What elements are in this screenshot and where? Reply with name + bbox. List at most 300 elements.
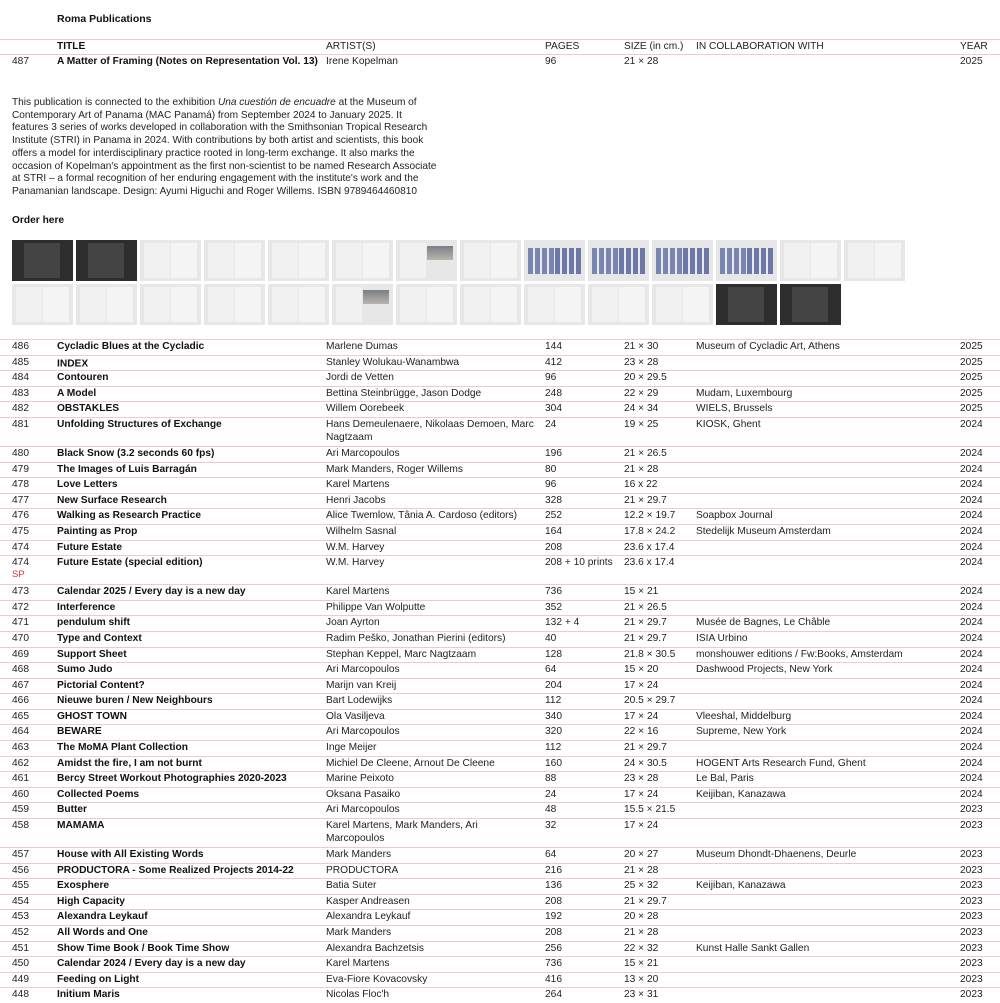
row-pages: 24: [545, 418, 557, 430]
row-size: 20.5 × 29.7: [624, 695, 676, 707]
row-artist: Karel Martens: [326, 586, 390, 598]
row-collab: Soapbox Journal: [696, 510, 773, 522]
row-size: 20 × 29.5: [624, 372, 667, 384]
row-artist: Ari Marcopoulos: [326, 447, 400, 459]
row-num: 457: [12, 849, 29, 861]
row-num: 453: [12, 911, 29, 923]
publication-number: 487: [12, 56, 29, 67]
table-row[interactable]: [0, 709, 1000, 725]
row-collab: Dashwood Projects, New York: [696, 664, 833, 676]
row-artist: Marijn van Kreij: [326, 679, 397, 691]
row-title[interactable]: Exosphere: [57, 880, 110, 892]
row-collab: HOGENT Arts Research Fund, Ghent: [696, 757, 866, 769]
row-artist: Radim Peško, Jonathan Pierini (editors): [326, 632, 506, 644]
row-artist: Henri Jacobs: [326, 494, 386, 506]
table-row[interactable]: [0, 909, 1000, 925]
thumbnail-image[interactable]: [396, 240, 457, 281]
row-title[interactable]: Unfolding Structures of Exchange: [57, 418, 222, 430]
row-artist: Alexandra Bachzetsis: [326, 942, 424, 954]
row-collab: Kunst Halle Sankt Gallen: [696, 942, 810, 954]
row-title[interactable]: Feeding on Light: [57, 973, 140, 985]
column-pages: PAGES: [545, 41, 580, 52]
thumbnail-image[interactable]: [140, 240, 201, 281]
thumbnail-image[interactable]: [652, 240, 713, 281]
row-title[interactable]: PRODUCTORA - Some Realized Projects 2014-22: [57, 864, 294, 876]
row-collab: Keijiban, Kanazawa: [696, 788, 786, 800]
row-artist: Ari Marcopoulos: [326, 664, 400, 676]
row-size: 21 × 29.7: [624, 617, 667, 629]
row-num: 478: [12, 479, 29, 491]
thumbnail-image[interactable]: [12, 284, 73, 325]
thumbnail-image[interactable]: [460, 240, 521, 281]
row-collab: Musée de Bagnes, Le Châble: [696, 617, 831, 629]
publication-artist: Irene Kopelman: [326, 56, 398, 67]
row-year: 2023: [960, 927, 983, 938]
row-num: 448: [12, 989, 29, 1001]
table-row[interactable]: [0, 339, 1000, 355]
publication-pages: 96: [545, 56, 557, 67]
row-year: 2025: [960, 341, 983, 352]
table-row[interactable]: [0, 615, 1000, 631]
row-size: 15 × 21: [624, 958, 659, 970]
row-size: 21.8 × 30.5: [624, 648, 676, 660]
row-pages: 264: [545, 989, 562, 1001]
row-title[interactable]: Future Estate (special edition): [57, 557, 203, 569]
row-pages: 80: [545, 463, 557, 475]
row-title[interactable]: Collected Poems: [57, 788, 140, 800]
thumbnail-image[interactable]: [76, 240, 137, 281]
row-size: 23 × 28: [624, 773, 659, 785]
row-num: 449: [12, 973, 29, 985]
thumbnail-image[interactable]: [460, 284, 521, 325]
row-num: 463: [12, 742, 29, 754]
row-year: 2024: [960, 632, 983, 644]
table-row[interactable]: [0, 631, 1000, 647]
row-title[interactable]: Pictorial Content?: [57, 679, 145, 691]
order-link[interactable]: Order here: [12, 215, 65, 226]
row-artist: Nicolas Floc'h: [326, 989, 390, 1001]
table-row[interactable]: [0, 647, 1000, 663]
row-num: 451: [12, 942, 29, 954]
row-title[interactable]: Bercy Street Workout Photographies 2020-2023: [57, 773, 287, 785]
row-pages: 256: [545, 942, 562, 954]
row-year: 2024: [960, 679, 983, 691]
row-size: 21 × 28: [624, 463, 659, 475]
row-num: 476: [12, 510, 29, 522]
row-num: 477: [12, 494, 29, 506]
row-collab: Le Bal, Paris: [696, 773, 754, 785]
row-size: 23 × 28: [624, 356, 659, 368]
row-collab: Stedelijk Museum Amsterdam: [696, 525, 831, 537]
thumbnail-image[interactable]: [204, 284, 265, 325]
row-year: 2025: [960, 372, 983, 384]
row-size: 20 × 27: [624, 849, 659, 861]
row-collab: monshouwer editions / Fw:Books, Amsterdam: [696, 648, 903, 660]
row-title[interactable]: Butter: [57, 804, 87, 816]
column-title: TITLE: [57, 41, 86, 52]
row-title[interactable]: Amidst the fire, I am not burnt: [57, 757, 202, 769]
thumbnail-image[interactable]: [12, 240, 73, 281]
row-pages: 32: [545, 820, 557, 832]
row-artist: Mark Manders: [326, 849, 392, 861]
thumbnail-gallery: [12, 240, 967, 325]
thumbnail-image[interactable]: [652, 284, 713, 325]
row-size: 15 × 21: [624, 586, 659, 598]
row-year: 2023: [960, 942, 983, 954]
table-row[interactable]: [0, 925, 1000, 941]
table-row[interactable]: [0, 878, 1000, 894]
row-pages: 112: [545, 695, 562, 707]
column-year: YEAR: [960, 41, 988, 52]
row-pages: 328: [545, 494, 562, 506]
row-num: 456: [12, 864, 29, 876]
row-size: 20 × 28: [624, 911, 659, 923]
row-size: 21 × 29.7: [624, 742, 667, 754]
row-pages: 736: [545, 958, 562, 970]
row-size: 21 × 29.7: [624, 632, 667, 644]
row-size: 21 × 26.5: [624, 601, 667, 613]
row-year: 2023: [960, 849, 983, 861]
row-num: 450: [12, 958, 29, 970]
table-row[interactable]: [0, 584, 1000, 600]
row-pages: 160: [545, 757, 562, 769]
row-year: 2024: [960, 788, 983, 800]
row-size: 12.2 × 19.7: [624, 510, 676, 522]
row-year: 2024: [960, 418, 983, 430]
table-row[interactable]: [0, 477, 1000, 493]
thumbnail-image[interactable]: [524, 240, 585, 281]
column-artist: ARTIST(S): [326, 41, 376, 52]
row-size: 22 × 16: [624, 726, 659, 738]
row-artist: PRODUCTORA: [326, 864, 399, 876]
row-num: 484: [12, 372, 29, 384]
table-row[interactable]: [0, 401, 1000, 417]
row-year: 2024: [960, 447, 983, 459]
row-title[interactable]: GHOST TOWN: [57, 710, 127, 722]
row-pages: 352: [545, 601, 562, 613]
row-pages: 304: [545, 403, 562, 415]
row-num: 460: [12, 788, 29, 800]
row-year: 2023: [960, 911, 983, 923]
row-pages: 196: [545, 447, 562, 459]
row-artist: Inge Meijer: [326, 742, 377, 754]
thumbnail-image[interactable]: [140, 284, 201, 325]
row-pages: 208: [545, 541, 562, 553]
table-row[interactable]: [0, 662, 1000, 678]
row-year: 2024: [960, 479, 983, 491]
row-title[interactable]: Alexandra Leykauf: [57, 911, 148, 923]
row-artist: Ola Vasiljeva: [326, 710, 385, 722]
row-title[interactable]: Walking as Research Practice: [57, 510, 202, 522]
row-num: 483: [12, 387, 29, 399]
publication-description: This publication is connected to the exhibition Una cuestión de encuadre at the Museum of Contemporary Art of Panama (MAC Panamá) from September 2024 to January 2025. It features 3 series of works developed in collaboration with the Smithsonian Tropical Research Institute (STRI) in Panama in 2024. With contributions by both artist and scientists, this book offers a model for interdisciplinary practice rooted in long-term exchange. It also marks the occasion of Kopelman's appointment as the first non-scientist to be named Research Associate at STRI – a formal recognition of her enduring engagement with the institute's work and the Panamanian landscape. Design: Ayumi Higuchi and Roger Willems. ISBN 9789464460810: [12, 97, 437, 197]
row-size: 17 × 24: [624, 679, 659, 691]
row-year: 2024: [960, 757, 983, 769]
row-year: 2024: [960, 664, 983, 676]
row-title[interactable]: Future Estate: [57, 541, 123, 553]
row-title[interactable]: The Images of Luis Barragán: [57, 463, 197, 475]
special-edition-badge: SP: [12, 569, 25, 581]
row-title[interactable]: Initium Maris: [57, 989, 120, 1001]
table-row[interactable]: [0, 756, 1000, 772]
exhibition-title: Una cuestión de encuadre: [217, 97, 336, 108]
table-row[interactable]: [0, 863, 1000, 879]
row-year: 2024: [960, 525, 983, 537]
row-year: 2024: [960, 617, 983, 629]
row-artist: W.M. Harvey: [326, 541, 385, 553]
row-size: 17.8 × 24.2: [624, 525, 676, 537]
row-title[interactable]: MAMAMA: [57, 820, 105, 832]
table-row[interactable]: [0, 508, 1000, 524]
table-row[interactable]: [0, 462, 1000, 478]
row-artist: Jordi de Vetten: [326, 372, 394, 384]
table-row[interactable]: [0, 386, 1000, 402]
thumbnail-image[interactable]: [332, 284, 393, 325]
table-row[interactable]: [0, 818, 1000, 847]
thumbnail-image[interactable]: [396, 284, 457, 325]
row-collab: Museum Dhondt-Dhaenens, Deurle: [696, 849, 857, 861]
column-collaboration: IN COLLABORATION WITH: [696, 41, 824, 52]
row-title[interactable]: Calendar 2025 / Every day is a new day: [57, 586, 246, 598]
row-year: 2023: [960, 973, 983, 985]
row-year: 2024: [960, 586, 983, 598]
row-title[interactable]: Type and Context: [57, 632, 142, 644]
row-num: 485: [12, 356, 29, 368]
row-title[interactable]: Show Time Book / Book Time Show: [57, 942, 230, 954]
row-size: 23.6 x 17.4: [624, 541, 675, 553]
row-year: 2025: [960, 403, 983, 415]
row-num: 469: [12, 648, 29, 660]
table-row[interactable]: [0, 600, 1000, 616]
row-pages: 208 + 10 prints: [545, 557, 613, 569]
row-pages: 248: [545, 387, 562, 399]
row-size: 22 × 32: [624, 942, 659, 954]
table-row[interactable]: [0, 370, 1000, 386]
column-size: SIZE (in cm.): [624, 41, 684, 52]
row-title[interactable]: Painting as Prop: [57, 525, 138, 537]
row-pages: 192: [545, 911, 562, 923]
thumbnail-image[interactable]: [780, 284, 841, 325]
row-pages: 88: [545, 773, 557, 785]
row-pages: 208: [545, 927, 562, 938]
row-size: 22 × 29: [624, 387, 659, 399]
row-artist: Kasper Andreasen: [326, 895, 410, 907]
expanded-publication-row[interactable]: [0, 55, 1000, 85]
row-pages: 164: [545, 525, 562, 537]
row-title[interactable]: pendulum shift: [57, 617, 131, 629]
table-row[interactable]: [0, 894, 1000, 910]
row-collab: Mudam, Luxembourg: [696, 387, 793, 399]
row-num: 473: [12, 586, 29, 598]
row-num: 480: [12, 447, 29, 459]
thumbnail-image[interactable]: [716, 240, 777, 281]
row-year: 2025: [960, 356, 983, 368]
row-pages: 412: [545, 356, 562, 368]
row-size: 17 × 24: [624, 788, 659, 800]
row-size: 25 × 32: [624, 880, 659, 892]
row-artist: Wilhelm Sasnal: [326, 525, 397, 537]
table-row[interactable]: [0, 446, 1000, 462]
row-artist: Marine Peixoto: [326, 773, 394, 785]
row-pages: 416: [545, 973, 562, 985]
row-title[interactable]: Black Snow (3.2 seconds 60 fps): [57, 447, 215, 459]
row-year: 2024: [960, 601, 983, 613]
row-artist: Alexandra Leykauf: [326, 911, 411, 923]
thumbnail-image[interactable]: [76, 284, 137, 325]
row-title[interactable]: All Words and One: [57, 927, 148, 938]
row-pages: 132 + 4: [545, 617, 580, 629]
row-num: 481: [12, 418, 29, 430]
table-row[interactable]: [0, 678, 1000, 694]
table-header: [0, 39, 1000, 55]
table-row[interactable]: [0, 941, 1000, 957]
row-num: 468: [12, 664, 29, 676]
row-year: 2023: [960, 820, 983, 832]
thumbnail-image[interactable]: [588, 284, 649, 325]
row-size: 21 × 29.7: [624, 895, 667, 907]
table-row[interactable]: [0, 540, 1000, 556]
row-collab: Vleeshal, Middelburg: [696, 710, 792, 722]
table-row[interactable]: [0, 417, 1000, 446]
thumbnail-image[interactable]: [268, 284, 329, 325]
table-row[interactable]: [0, 972, 1000, 988]
row-pages: 136: [545, 880, 562, 892]
thumbnail-image[interactable]: [588, 240, 649, 281]
row-title[interactable]: The MoMA Plant Collection: [57, 742, 188, 754]
publication-title[interactable]: A Matter of Framing (Notes on Representation Vol. 13): [57, 56, 318, 67]
publication-year: 2025: [960, 56, 983, 67]
row-pages: 204: [545, 679, 562, 691]
row-num: 465: [12, 710, 29, 722]
row-year: 2024: [960, 463, 983, 475]
row-num: 474: [12, 557, 29, 569]
thumbnail-image[interactable]: [268, 240, 329, 281]
row-artist: Karel Martens: [326, 479, 390, 491]
row-title[interactable]: New Surface Research: [57, 494, 167, 506]
row-title[interactable]: BEWARE: [57, 726, 102, 738]
row-collab: Keijiban, Kanazawa: [696, 880, 786, 892]
table-row[interactable]: [0, 847, 1000, 863]
row-collab: ISIA Urbino: [696, 632, 748, 644]
row-year: 2024: [960, 510, 983, 522]
row-num: 454: [12, 895, 29, 907]
row-pages: 40: [545, 632, 557, 644]
row-title[interactable]: OBSTAKLES: [57, 403, 120, 415]
row-pages: 252: [545, 510, 562, 522]
row-title[interactable]: Interference: [57, 601, 116, 613]
row-num: 475: [12, 525, 29, 537]
row-artist: Eva-Fiore Kovacovsky: [326, 973, 428, 985]
row-num: 474: [12, 541, 29, 553]
row-title[interactable]: House with All Existing Words: [57, 849, 204, 861]
row-size: 21 × 28: [624, 927, 659, 938]
row-title[interactable]: A Model: [57, 387, 97, 399]
thumbnail-image[interactable]: [204, 240, 265, 281]
row-artist: Karel Martens, Mark Manders, Ari Marcopoulos: [326, 820, 478, 844]
row-artist: Oksana Pasaiko: [326, 788, 401, 800]
row-year: 2023: [960, 880, 983, 892]
row-size: 24 × 34: [624, 403, 659, 415]
row-year: 2024: [960, 494, 983, 506]
row-size: 19 × 25: [624, 418, 659, 430]
row-artist: Ari Marcopoulos: [326, 726, 400, 738]
row-collab: Supreme, New York: [696, 726, 787, 738]
row-artist: Mark Manders, Roger Willems: [326, 463, 463, 475]
row-pages: 96: [545, 372, 557, 384]
thumbnail-image[interactable]: [524, 284, 585, 325]
row-size: 17 × 24: [624, 710, 659, 722]
row-pages: 208: [545, 895, 562, 907]
row-artist: Mark Manders: [326, 927, 392, 938]
table-row[interactable]: [0, 956, 1000, 972]
row-title[interactable]: Nieuwe buren / New Neighbours: [57, 695, 213, 707]
row-title[interactable]: Cycladic Blues at the Cycladic: [57, 341, 205, 352]
thumbnail-image[interactable]: [332, 240, 393, 281]
row-artist: Alice Twemlow, Tânia A. Cardoso (editors): [326, 510, 518, 522]
table-row[interactable]: [0, 555, 1000, 584]
table-row[interactable]: [0, 493, 1000, 509]
table-row[interactable]: [0, 524, 1000, 540]
row-year: 2023: [960, 804, 983, 816]
row-title[interactable]: Love Letters: [57, 479, 118, 491]
row-num: 464: [12, 726, 29, 738]
row-title[interactable]: Calendar 2024 / Every day is a new day: [57, 958, 246, 970]
row-artist: Stephan Keppel, Marc Nagtzaam: [326, 648, 477, 660]
row-artist: Philippe Van Wolputte: [326, 601, 426, 613]
row-pages: 340: [545, 710, 562, 722]
row-num: 458: [12, 820, 29, 832]
row-artist: Marlene Dumas: [326, 341, 398, 352]
table-row[interactable]: [0, 355, 1000, 371]
row-num: 455: [12, 880, 29, 892]
row-year: 2024: [960, 710, 983, 722]
table-row[interactable]: [0, 802, 1000, 818]
table-row[interactable]: [0, 724, 1000, 740]
row-pages: 144: [545, 341, 562, 352]
row-num: 452: [12, 927, 29, 938]
row-title[interactable]: Contouren: [57, 372, 109, 384]
row-num: 459: [12, 804, 29, 816]
row-pages: 216: [545, 864, 562, 876]
table-row[interactable]: [0, 693, 1000, 709]
row-size: 15.5 × 21.5: [624, 804, 676, 816]
row-artist: Stanley Wolukau-Wanambwa: [326, 356, 460, 368]
row-year: 2024: [960, 773, 983, 785]
row-size: 21 × 30: [624, 341, 659, 352]
row-num: 482: [12, 403, 29, 415]
row-title[interactable]: High Capacity: [57, 895, 125, 907]
table-row[interactable]: [0, 771, 1000, 787]
row-pages: 128: [545, 648, 562, 660]
table-row[interactable]: [0, 740, 1000, 756]
thumbnail-image[interactable]: [716, 284, 777, 325]
row-title[interactable]: Support Sheet: [57, 648, 127, 660]
thumbnail-image[interactable]: [780, 240, 841, 281]
row-artist: Batia Suter: [326, 880, 377, 892]
row-size: 17 × 24: [624, 820, 659, 832]
row-pages: 48: [545, 804, 557, 816]
table-row[interactable]: [0, 987, 1000, 1003]
site-title[interactable]: Roma Publications: [57, 13, 152, 25]
thumbnail-image[interactable]: [844, 240, 905, 281]
table-row[interactable]: [0, 787, 1000, 803]
row-year: 2024: [960, 541, 983, 553]
row-collab: WIELS, Brussels: [696, 403, 773, 415]
publication-list: [0, 339, 1000, 1003]
row-title[interactable]: Sumo Judo: [57, 664, 113, 676]
row-title[interactable]: INDEX: [57, 357, 89, 369]
row-num: 479: [12, 463, 29, 475]
